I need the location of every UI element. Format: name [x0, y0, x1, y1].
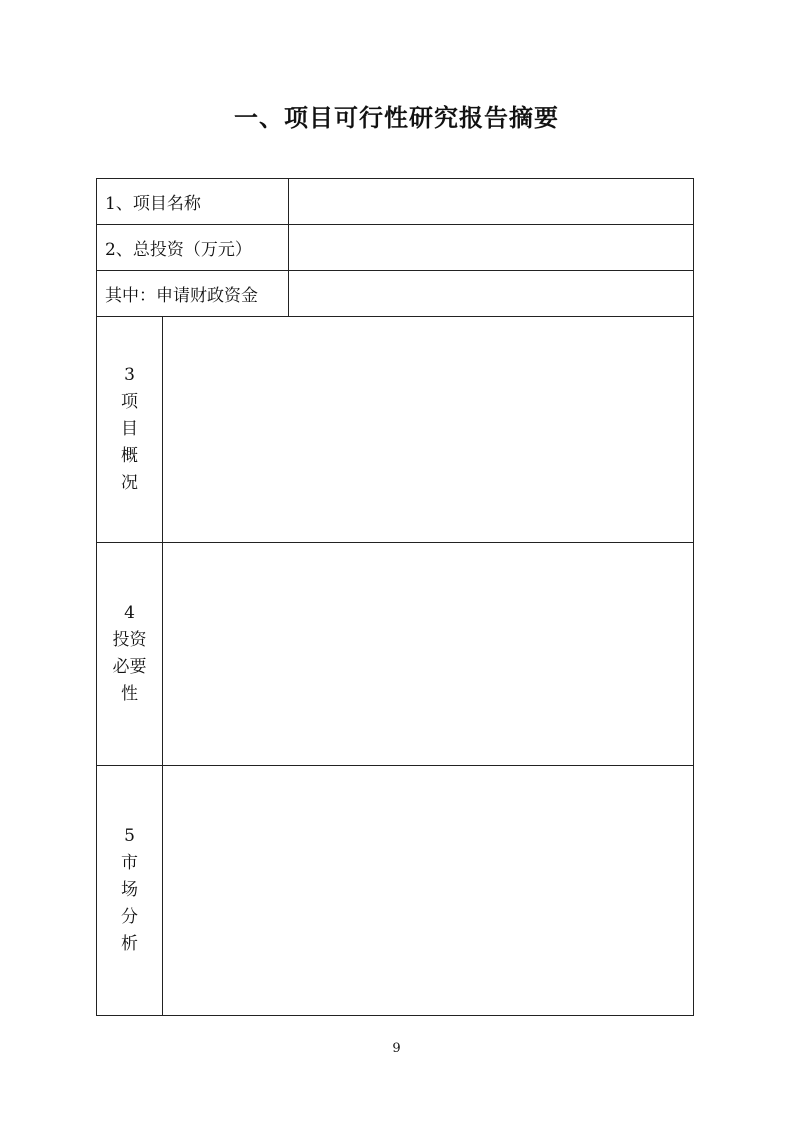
- overview-content-field[interactable]: [163, 317, 694, 543]
- fiscal-funds-row: [97, 271, 694, 317]
- market-label-line: 5: [124, 826, 135, 846]
- necessity-label-line: 必要: [112, 657, 147, 677]
- fiscal-funds-field[interactable]: [289, 271, 694, 317]
- market-content-field[interactable]: [163, 766, 694, 1016]
- overview-label-line: 概: [121, 446, 138, 466]
- total-investment-field[interactable]: [289, 225, 694, 271]
- page-number: 9: [392, 1041, 401, 1056]
- total-investment-row: [97, 225, 694, 271]
- overview-section-row: [97, 317, 694, 543]
- total-investment-label: 2、总投资（万元）: [97, 225, 289, 271]
- overview-label-line: 3: [124, 365, 135, 385]
- market-label-line: 分: [121, 907, 138, 927]
- project-name-label: 1、项目名称: [97, 179, 289, 225]
- fiscal-funds-label: 其中：申请财政资金: [97, 271, 289, 317]
- overview-label-line: 目: [121, 419, 138, 439]
- necessity-label-line: 性: [121, 684, 138, 704]
- market-label-line: 市: [121, 853, 138, 873]
- overview-label-line: 项: [121, 392, 138, 412]
- necessity-section-row: [97, 543, 694, 766]
- project-name-field[interactable]: [289, 179, 694, 225]
- necessity-label: [97, 543, 163, 766]
- overview-label-line: 况: [121, 473, 138, 493]
- necessity-label-line: 投资: [112, 630, 147, 650]
- page-title: 一、项目可行性研究报告摘要: [234, 104, 559, 132]
- market-label-line: 场: [121, 880, 138, 900]
- necessity-content-field[interactable]: [163, 543, 694, 766]
- overview-label: [97, 317, 163, 543]
- market-label-line: 析: [121, 934, 138, 954]
- market-label: [97, 766, 163, 1016]
- summary-form-table: [96, 178, 694, 1016]
- project-name-row: [97, 179, 694, 225]
- market-section-row: [97, 766, 694, 1016]
- necessity-label-line: 4: [124, 603, 135, 623]
